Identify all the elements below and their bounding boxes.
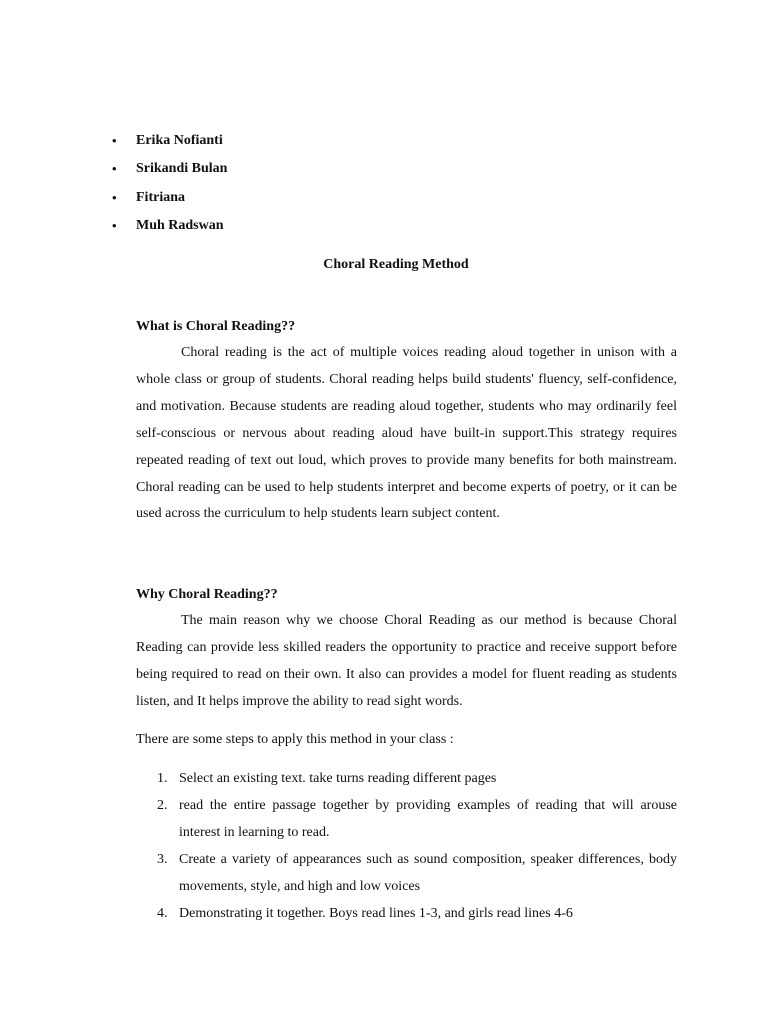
bullet-icon: • xyxy=(112,217,117,233)
step-number: 1. xyxy=(157,771,168,786)
author-name: Fitriana xyxy=(136,189,185,205)
author-item xyxy=(112,159,227,187)
author-item xyxy=(112,188,227,216)
section-body-why: The main reason why we choose Choral Reading as our method is because Choral Reading can provide less skilled readers the opportunity to practice and receive support before being required to read on their own. It also can provides a model for fluent reading as students listen, and It helps improve the ability to read sight words. xyxy=(136,613,677,709)
author-name: Muh Radswan xyxy=(136,217,224,233)
section-body-what: Choral reading is the act of multiple voices reading aloud together in unison with a whole class or group of students. Choral reading helps build students' fluency, self-confidence, and motivation. Because students are reading aloud together, students who may ordinarily feel self-conscious or nervous about reading aloud have built-in support.This strategy requires repeated reading of text out loud, which proves to provide many benefits for both mainstream. Choral reading can be used to help students interpret and become experts of poetry, or it can be used across the curriculum to help students learn subject content. xyxy=(136,345,677,522)
steps-intro: There are some steps to apply this method in your class : xyxy=(136,732,454,747)
author-list xyxy=(112,131,227,244)
author-name: Erika Nofianti xyxy=(136,133,223,148)
step-text: Create a variety of appearances such as sound composition, speaker differences, body movements, style, and high and low voices xyxy=(179,851,677,894)
step-text: read the entire passage together by providing examples of reading that will arouse interest in learning to read. xyxy=(179,797,677,840)
step-item xyxy=(136,847,677,901)
bullet-icon: • xyxy=(112,161,117,177)
section-heading-why: Why Choral Reading?? xyxy=(136,587,278,602)
step-text: Select an existing text. take turns reading different pages xyxy=(179,771,497,786)
author-name: Srikandi Bulan xyxy=(136,161,228,177)
author-item xyxy=(112,131,227,159)
step-item xyxy=(136,766,677,793)
step-number: 3. xyxy=(157,851,168,867)
step-number: 2. xyxy=(157,797,168,813)
section-heading-what: What is Choral Reading?? xyxy=(136,319,296,334)
steps-list xyxy=(136,766,677,927)
document-title: Choral Reading Method xyxy=(323,257,469,272)
bullet-icon: • xyxy=(112,133,117,148)
bullet-icon: • xyxy=(112,189,117,205)
step-item xyxy=(136,901,677,928)
step-text: Demonstrating it together. Boys read lines 1-3, and girls read lines 4-6 xyxy=(179,905,573,921)
author-item xyxy=(112,216,227,244)
step-item xyxy=(136,793,677,847)
step-number: 4. xyxy=(157,905,168,921)
